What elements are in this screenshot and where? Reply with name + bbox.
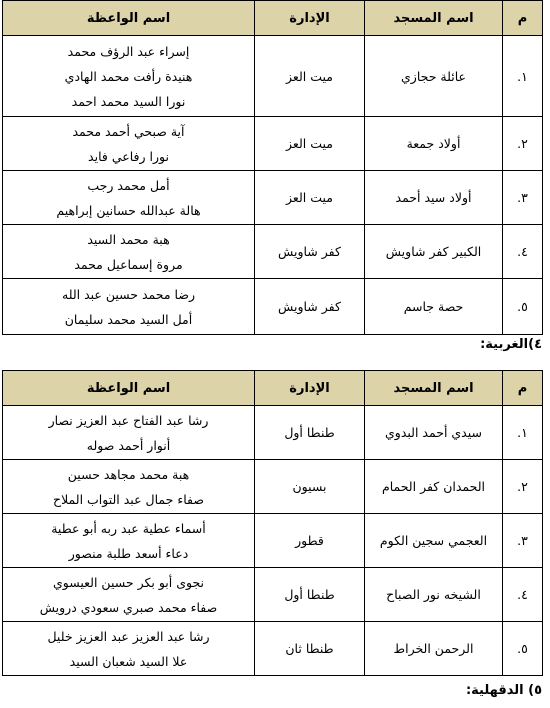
admin-name: ميت العز bbox=[255, 171, 365, 225]
header-preacher: اسم الواعظة bbox=[3, 371, 255, 406]
preacher-name: نجوى أبو بكر حسين العيسوي bbox=[52, 574, 204, 590]
mosque-name: أولاد سيد أحمد bbox=[365, 171, 503, 225]
mosque-name: أولاد جمعة bbox=[365, 117, 503, 171]
preacher-name: إسراء عبد الرؤف محمد bbox=[67, 43, 190, 59]
table-row bbox=[3, 225, 543, 279]
preacher-name: هنيدة رأفت محمد الهادي bbox=[64, 68, 193, 84]
preacher-name: صفاء جمال عبد التواب الملاح bbox=[53, 491, 204, 507]
admin-name: ميت العز bbox=[255, 36, 365, 117]
preacher-name: نورا السيد محمد احمد bbox=[71, 93, 186, 109]
preacher-names bbox=[3, 568, 255, 622]
row-number: ٥. bbox=[503, 279, 543, 335]
table-header-row bbox=[3, 371, 543, 406]
preacher-name: نورا رفاعي فايد bbox=[88, 148, 169, 164]
mosques-table-2 bbox=[2, 370, 543, 676]
table-row bbox=[3, 36, 543, 117]
preacher-name: رشا عبد العزيز عبد العزيز خليل bbox=[47, 628, 210, 644]
header-num: م bbox=[503, 371, 543, 406]
preacher-name: آية صبحي أحمد محمد bbox=[72, 123, 185, 139]
row-number: ٢. bbox=[503, 117, 543, 171]
table-row bbox=[3, 171, 543, 225]
table-row bbox=[3, 279, 543, 335]
preacher-names bbox=[3, 36, 255, 117]
preacher-name: أمل محمد رجب bbox=[87, 177, 170, 193]
header-mosque: اسم المسجد bbox=[365, 1, 503, 36]
section-heading-gharbia: ٤)الغربية: bbox=[480, 337, 542, 352]
header-preacher: اسم الواعظة bbox=[3, 1, 255, 36]
table-row bbox=[3, 622, 543, 676]
mosque-name: الرحمن الخراط bbox=[365, 622, 503, 676]
table-row bbox=[3, 568, 543, 622]
preacher-names bbox=[3, 406, 255, 460]
section-heading-dakahlia: ٥) الدقهلية: bbox=[465, 683, 542, 698]
row-number: ٣. bbox=[503, 171, 543, 225]
preacher-names bbox=[3, 460, 255, 514]
preacher-names bbox=[3, 279, 255, 335]
admin-name: بسيون bbox=[255, 460, 365, 514]
preacher-name: دعاء أسعد طلبة منصور bbox=[68, 545, 189, 561]
preacher-name: أسماء عطية عبد ربه أبو عطية bbox=[51, 520, 206, 536]
preacher-name: هبة محمد السيد bbox=[87, 231, 170, 247]
table-row bbox=[3, 406, 543, 460]
header-mosque: اسم المسجد bbox=[365, 371, 503, 406]
header-admin: الإدارة bbox=[255, 371, 365, 406]
preacher-name: مروة إسماعيل محمد bbox=[74, 256, 183, 272]
row-number: ٣. bbox=[503, 514, 543, 568]
preacher-names bbox=[3, 622, 255, 676]
row-number: ٤. bbox=[503, 568, 543, 622]
preacher-name: أمل السيد محمد سليمان bbox=[64, 311, 193, 327]
preacher-name: هالة عبدالله حسانين إبراهيم bbox=[56, 202, 201, 218]
preacher-name: علا السيد شعبان السيد bbox=[69, 653, 188, 669]
mosque-name: الحمدان كفر الحمام bbox=[365, 460, 503, 514]
table-row bbox=[3, 117, 543, 171]
table-row bbox=[3, 514, 543, 568]
mosque-name: الشيخه نور الصباح bbox=[365, 568, 503, 622]
row-number: ٢. bbox=[503, 460, 543, 514]
admin-name: قطور bbox=[255, 514, 365, 568]
header-admin: الإدارة bbox=[255, 1, 365, 36]
preacher-names bbox=[3, 225, 255, 279]
row-number: ٥. bbox=[503, 622, 543, 676]
preacher-names bbox=[3, 171, 255, 225]
mosques-table-1 bbox=[2, 0, 543, 335]
preacher-names bbox=[3, 117, 255, 171]
mosque-name: حصة جاسم bbox=[365, 279, 503, 335]
row-number: ٤. bbox=[503, 225, 543, 279]
mosque-name: الكبير كفر شاويش bbox=[365, 225, 503, 279]
admin-name: ميت العز bbox=[255, 117, 365, 171]
preacher-name: رضا محمد حسين عبد الله bbox=[62, 286, 195, 302]
admin-name: طنطا ثان bbox=[255, 622, 365, 676]
admin-name: كفر شاويش bbox=[255, 279, 365, 335]
preacher-name: صفاء محمد صبري سعودي درويش bbox=[39, 599, 218, 615]
row-number: ١. bbox=[503, 406, 543, 460]
mosque-name: سيدي أحمد البدوي bbox=[365, 406, 503, 460]
preacher-name: أنوار أحمد صوله bbox=[86, 437, 171, 453]
preacher-names bbox=[3, 514, 255, 568]
preacher-name: هبة محمد مجاهد حسين bbox=[67, 466, 190, 482]
mosque-name: عائلة حجازي bbox=[365, 36, 503, 117]
mosque-name: العجمي سجين الكوم bbox=[365, 514, 503, 568]
admin-name: طنطا أول bbox=[255, 406, 365, 460]
admin-name: كفر شاويش bbox=[255, 225, 365, 279]
preacher-name: رشا عبد الفتاح عبد العزيز نصار bbox=[48, 412, 209, 428]
table-header-row bbox=[3, 1, 543, 36]
admin-name: طنطا أول bbox=[255, 568, 365, 622]
header-num: م bbox=[503, 1, 543, 36]
row-number: ١. bbox=[503, 36, 543, 117]
table-row bbox=[3, 460, 543, 514]
